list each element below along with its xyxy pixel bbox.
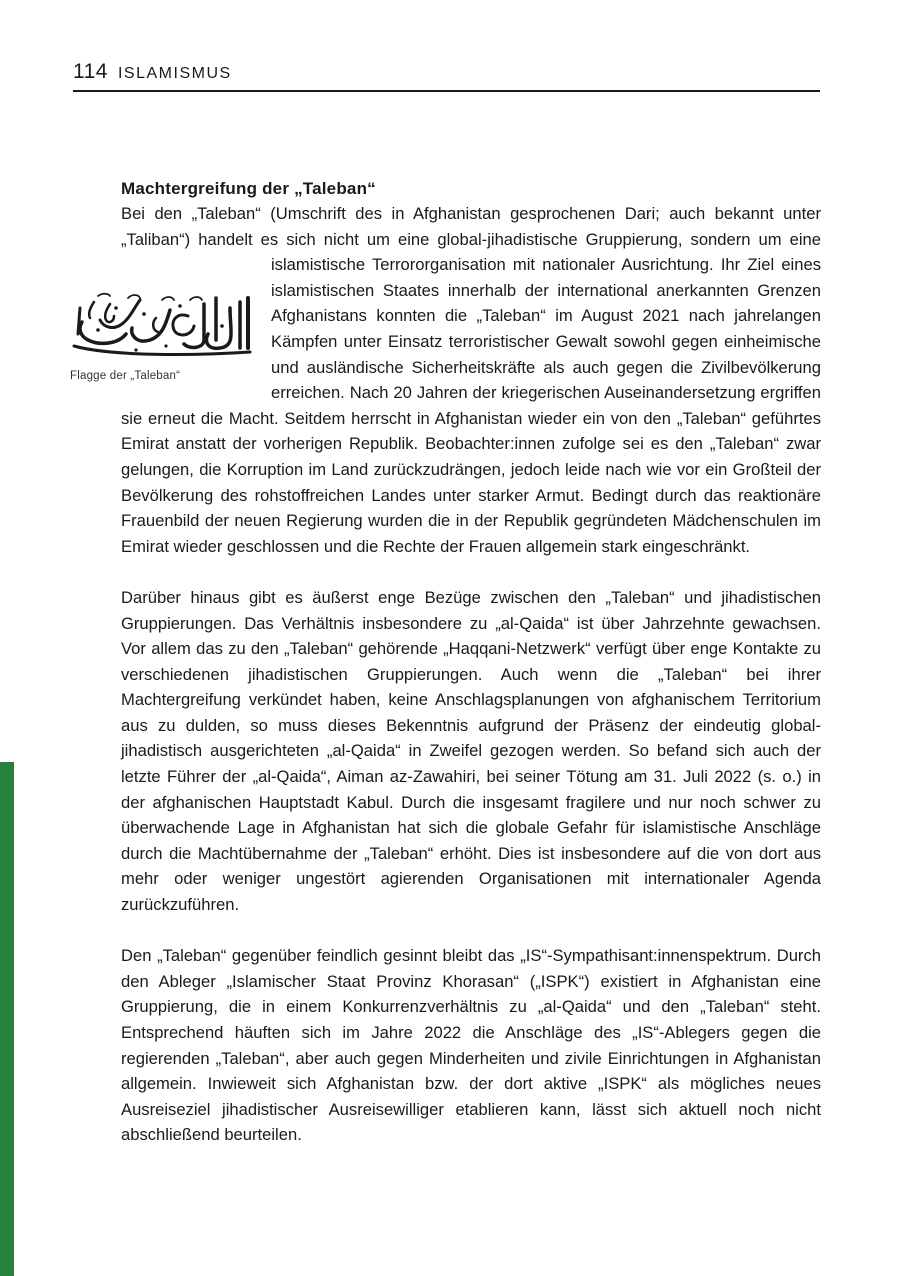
running-header: [73, 58, 820, 92]
section-heading: Machtergreifung der „Taleban“: [121, 179, 376, 198]
chapter-color-bar: [0, 762, 14, 1276]
paragraph-3: Den „Taleban“ gegenüber feindlich gesinnt bleibt das „IS“-Sympathisant:innenspektrum. Durch den Ableger „Islamischer Staat Provinz Khorasan“ („ISPK“) existiert in Afghanistan eine Gruppierung, die in einem Konkurrenzverhältnis zu „al-Qaida“ und den „Taleban“ steht. Entsprechend häuften sich im Jahre 2022 die Anschläge des „IS“-Ablegers gegen die regierenden „Taleban“, aber auch gegen Minderheiten und zivile Einrichtungen in Afghanistan allgemein. Inwieweit sich Afghanistan bzw. der dort aktive „ISPK“ als mögliches neues Ausreiseziel jihadistischer Ausreisewilliger etablieren kann, lässt sich aktuell noch nicht abschließend beurteilen.: [121, 946, 821, 1145]
paragraph-1: Bei den „Taleban“ (Umschrift des in Afghanistan gesprochenen Dari; auch bekannt unter „Taliban“) handelt es sich nicht um eine global-jihadistische Gruppierung, sondern um eine islamistische Terrororganisation mit nationaler Ausrichtung. Ihr Ziel eines islamistischen Staates innerhalb der international anerkannten Grenzen Afghanistans konnten die „Taleban“ im August 2021 nach jahrelangen Kämpfen unter Einsatz terroristischer Gewalt sowohl gegen einheimische und ausländische Sicherheitskräfte als auch gegen die Zivilbevölkerung erreichen. Nach 20 Jahren der kriegerischen Auseinandersetzung ergriffen sie erneut die Macht. Seitdem herrscht in Afghanistan wieder ein von den „Taleban“ geführtes Emirat anstatt der vorherigen Republik. Beobachter:innen zufolge sei es den „Taleban“ zwar gelungen, die Korruption im Land zurückzudrängen, jedoch leide nach wie vor ein Großteil der Bevölkerung des rohstoffreichen Landes unter starker Armut. Bedingt durch das reaktionäre Frauenbild der neuen Regierung wurden die in der Republik gegründeten Mädchenschulen im Emirat wieder geschlossen und die Rechte der Frauen allgemein stark eingeschränkt.: [121, 204, 821, 556]
figure-wrap-space: [121, 277, 271, 405]
figure-caption: Flagge der „Taleban“: [70, 370, 181, 382]
article-body: [121, 176, 821, 1148]
running-title: ISLAMISMUS: [117, 65, 232, 82]
page-number: 114: [73, 60, 108, 83]
paragraph-2: Darüber hinaus gibt es äußerst enge Bezüge zwischen den „Taleban“ und jihadistischen Gruppierungen. Das Verhältnis insbesondere zu „al-Qaida“ ist über Jahrzehnte gewachsen. Vor allem das zu den „Taleban“ gehörende „Haqqani-Netzwerk“ verfügt über enge Kontakte zu verschiedenen jihadistischen Gruppierungen. Auch wenn die „Taleban“ bei ihrer Machtergreifung verkündet haben, keine Anschlagsplanungen von afghanischem Territorium aus zu dulden, so muss dieses Bekenntnis aufgrund der Präsenz der eindeutig global-jihadistisch ausgerichteten „al-Qaida“ in Zweifel gezogen werden. So befand sich auch der letzte Führer der „al-Qaida“, Aiman az-Zawahiri, bei seiner Tötung am 31. Juli 2022 (s. o.) in der afghanischen Hauptstadt Kabul. Durch die insgesamt fragilere und nur noch schwer zu überwachende Lage in Afghanistan hat sich die globale Gefahr für islamistische Anschläge durch die Machtübernahme der „Taleban“ erhöht. Dies ist insbesondere auf die von dort aus mehr oder weniger ungestört agierenden Organisationen mit internationaler Agenda zurückzuführen.: [121, 587, 821, 915]
